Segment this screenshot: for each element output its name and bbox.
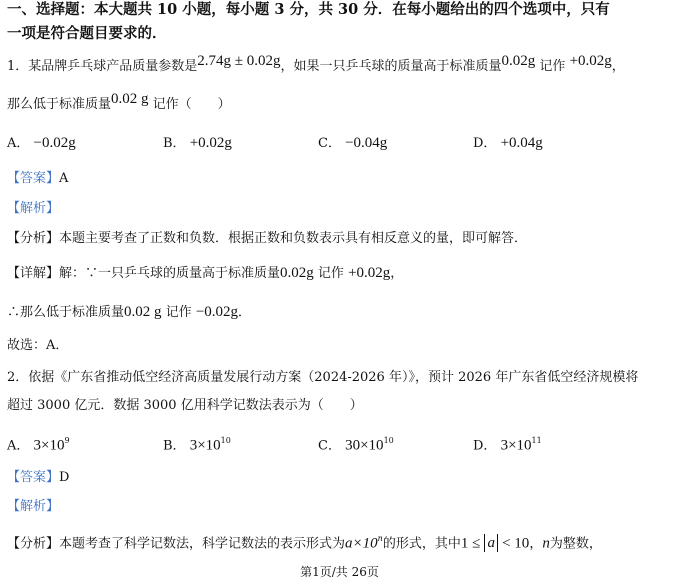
q2-option-d: D． $3\times 10^{11}$ (473, 436, 542, 454)
section-title-line2: 一项是符合题目要求的． (7, 25, 167, 42)
q1-stem-line2 (7, 91, 231, 114)
fenxi-tag: 【分析】 (7, 536, 60, 552)
q1-option-d: D． +0.04g (473, 135, 543, 151)
answer-tag: 【答案】 (7, 470, 60, 485)
q1-stem-math: +0.02g (569, 53, 612, 69)
q2-stem-line2: 超过 3000 亿元．数据 3000 亿用科学记数法表示为（ ） (7, 398, 363, 413)
q1-answer (7, 170, 68, 188)
q1-stem-text: 那么低于标准质量 (7, 97, 112, 112)
q1-stem-math: 0.02g (501, 53, 536, 69)
q1-stem-text: 记作（ ） (152, 97, 231, 112)
q1-therefore: ∴那么低于标准质量0.02 g 记作 −0.02g． (7, 304, 252, 320)
q1-stem-line1 (7, 53, 625, 76)
q1-fenxi (7, 230, 527, 248)
q2-option-a: A． $3\times 10^9$ (7, 436, 70, 454)
q1-option-c: C． −0.04g (318, 135, 388, 151)
q1-choose: 故选：A． (7, 338, 69, 353)
q2-option-b: B． $3\times 10^{10}$ (163, 436, 231, 454)
answer-tag: 【答案】 (7, 171, 60, 186)
fenxi-text: 本题主要考查了正数和负数．根据正数和负数表示具有相反意义的量，即可解答． (59, 231, 528, 246)
fenxi-tag: 【分析】 (7, 231, 60, 246)
q2-fenxi: 【分析】本题考查了科学记数法，科学记数法的表示形式为$a\times 10^n$的形式，其中1 ≤ a < 10，n为整数， (7, 534, 602, 552)
q2-stem-line1: 2．依据《广东省推动低空经济高质量发展行动方案（2024-2026 年）》，预计 2026 年广东省低空经济规模将 (7, 370, 639, 385)
section-title-line1: 一、选择题：本大题共 10 小题，每小题 3 分，共 30 分．在每小题给出的四个选项中，只有 (7, 1, 610, 18)
q2-analysis-tag: 【解析】 (7, 499, 60, 514)
q1-stem-math: 0.02 g (111, 91, 149, 107)
page-footer: 第1页/共 26页 (300, 565, 379, 579)
answer-value: D (59, 470, 70, 485)
xiangjie-tag: 【详解】 (7, 266, 60, 281)
q1-stem-text: 记作 (539, 59, 566, 74)
q1-xiangjie: 【详解】解：∵一只乒乓球的质量高于标准质量0.02g 记作 +0.02g， (7, 265, 404, 281)
q1-analysis-tag: 【解析】 (7, 201, 60, 216)
q1-stem-text: ， (611, 59, 625, 74)
q1-stem-text: 1．某品牌乒乓球产品质量参数是 (7, 59, 198, 74)
q1-stem-math: 2.74g ± 0.02g (197, 53, 281, 69)
q1-option-a: A． −0.02g (7, 135, 76, 151)
q2-answer (7, 469, 69, 487)
q1-stem-text: ，如果一只乒乓球的质量高于标准质量 (280, 59, 502, 74)
q2-option-c: C． $30\times 10^{10}$ (318, 436, 394, 454)
answer-value: A (59, 171, 69, 186)
q1-option-b: B． +0.02g (163, 135, 232, 151)
